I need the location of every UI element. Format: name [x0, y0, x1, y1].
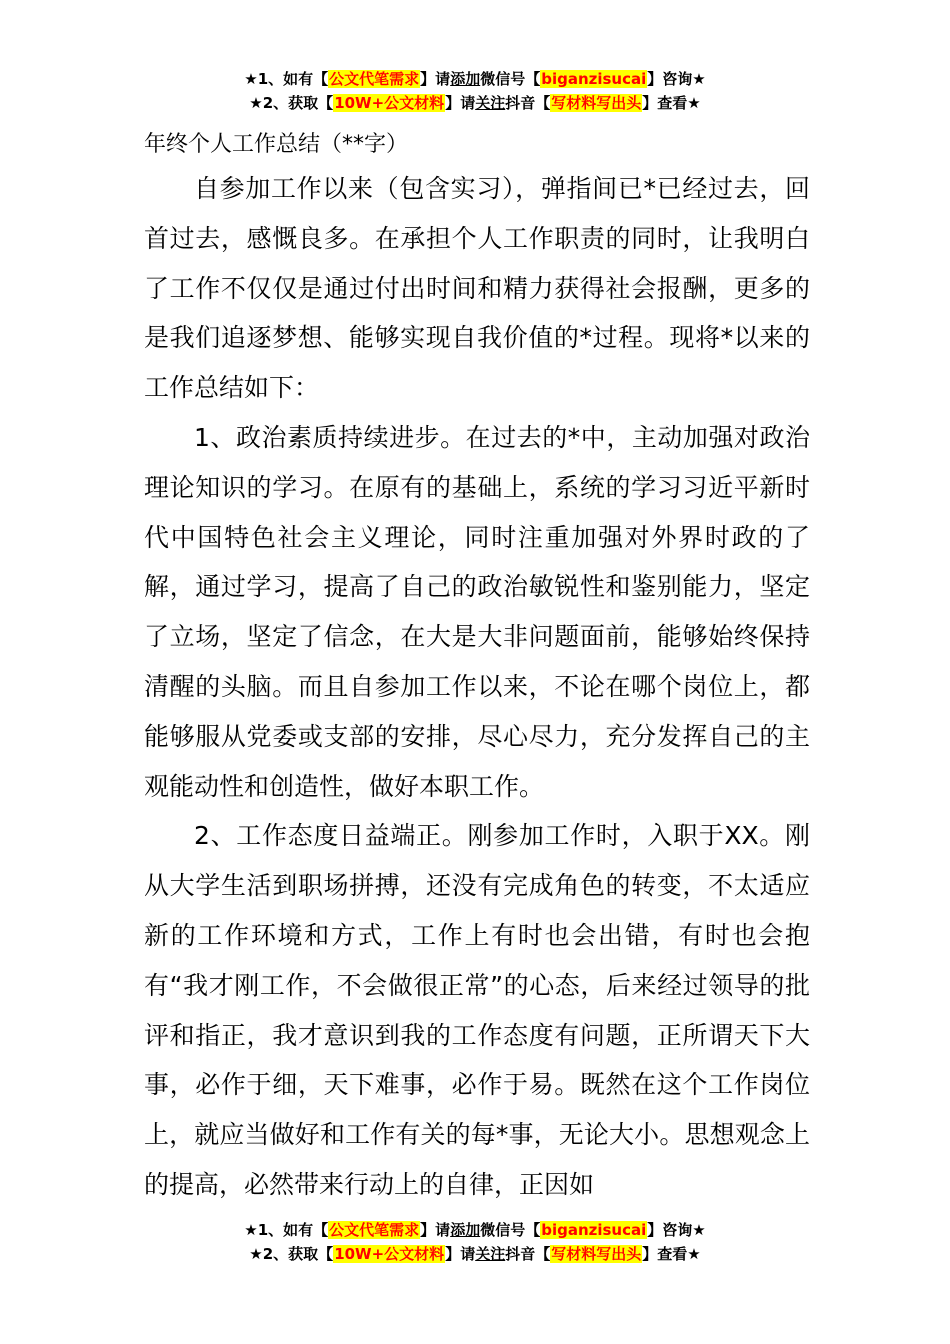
banner-underline: 关注	[475, 94, 506, 112]
banner-highlight: 10W+公文材料	[334, 94, 445, 112]
banner-highlight: 10W+公文材料	[334, 1245, 445, 1263]
paragraph-intro: 自参加工作以来（包含实习），弹指间已*已经过去，回首过去，感慨良多。在承担个人工作职责的同时，让我明白了工作不仅仅是通过付出时间和精力获得社会报酬，更多的是我们追逐梦想、能够实现自我价值的*过程。现将*以来的工作总结如下：	[144, 174, 810, 403]
banner-underline: 添加	[450, 1221, 481, 1239]
banner-text: 】查看★	[642, 94, 701, 112]
banner-text: 】请	[420, 70, 451, 88]
banner-text: ★2、获取【	[249, 94, 334, 112]
banner-text: 】咨询★	[647, 70, 706, 88]
banner-text: 】查看★	[642, 1245, 701, 1263]
banner-text: 抖音【	[505, 1245, 551, 1263]
banner-highlight: biganzisucai	[541, 70, 647, 88]
banner-text: 】请	[445, 1245, 476, 1263]
banner-text: 】咨询★	[647, 1221, 706, 1239]
banner-highlight: biganzisucai	[541, 1221, 647, 1239]
banner-underline: 添加	[450, 70, 481, 88]
banner-underline: 关注	[475, 1245, 506, 1263]
banner-text: 微信号【	[480, 70, 541, 88]
banner-line-2	[0, 91, 950, 115]
banner-text: 】请	[420, 1221, 451, 1239]
banner-text: ★1、如有【	[244, 70, 329, 88]
banner-text: 抖音【	[505, 94, 551, 112]
banner-text: 】请	[445, 94, 476, 112]
banner-highlight: 公文代笔需求	[329, 70, 420, 88]
header-banner	[0, 67, 950, 115]
banner-highlight: 公文代笔需求	[329, 1221, 420, 1239]
banner-highlight: 写材料写出头	[551, 94, 642, 112]
paragraph-political: 1、政治素质持续进步。在过去的*中，主动加强对政治理论知识的学习。在原有的基础上，系统的学习习近平新时代中国特色社会主义理论，同时注重加强对外界时政的了解，通过学习，提高了自己的政治敏锐性和鉴别能力，坚定了立场，坚定了信念，在大是大非问题面前，能够始终保持清醒的头脑。而且自参加工作以来，不论在哪个岗位上，都能够服从党委或支部的安排，尽心尽力，充分发挥自己的主观能动性和创造性，做好本职工作。	[144, 422, 810, 801]
banner-line-1	[0, 67, 950, 91]
footer-banner	[0, 1218, 950, 1266]
banner-text: 微信号【	[480, 1221, 541, 1239]
banner-line-2	[0, 1242, 950, 1266]
banner-line-1	[0, 1218, 950, 1242]
document-title: 年终个人工作总结（**字）	[144, 132, 409, 157]
banner-text: ★1、如有【	[244, 1221, 329, 1239]
banner-text: ★2、获取【	[249, 1245, 334, 1263]
paragraph-attitude: 2、工作态度日益端正。刚参加工作时，入职于XX。刚从大学生活到职场拼搏，还没有完成角色的转变，不太适应新的工作环境和方式，工作上有时也会出错，有时也会抱有“我才刚工作，不会做很正常”的心态，后来经过领导的批评和指正，我才意识到我的工作态度有问题，正所谓天下大事，必作于细，天下难事，必作于易。既然在这个工作岗位上，就应当做好和工作有关的每*事，无论大小。思想观念上的提高，必然带来行动上的自律，正因如	[144, 821, 810, 1199]
banner-highlight: 写材料写出头	[551, 1245, 642, 1263]
document-body	[144, 128, 810, 1210]
